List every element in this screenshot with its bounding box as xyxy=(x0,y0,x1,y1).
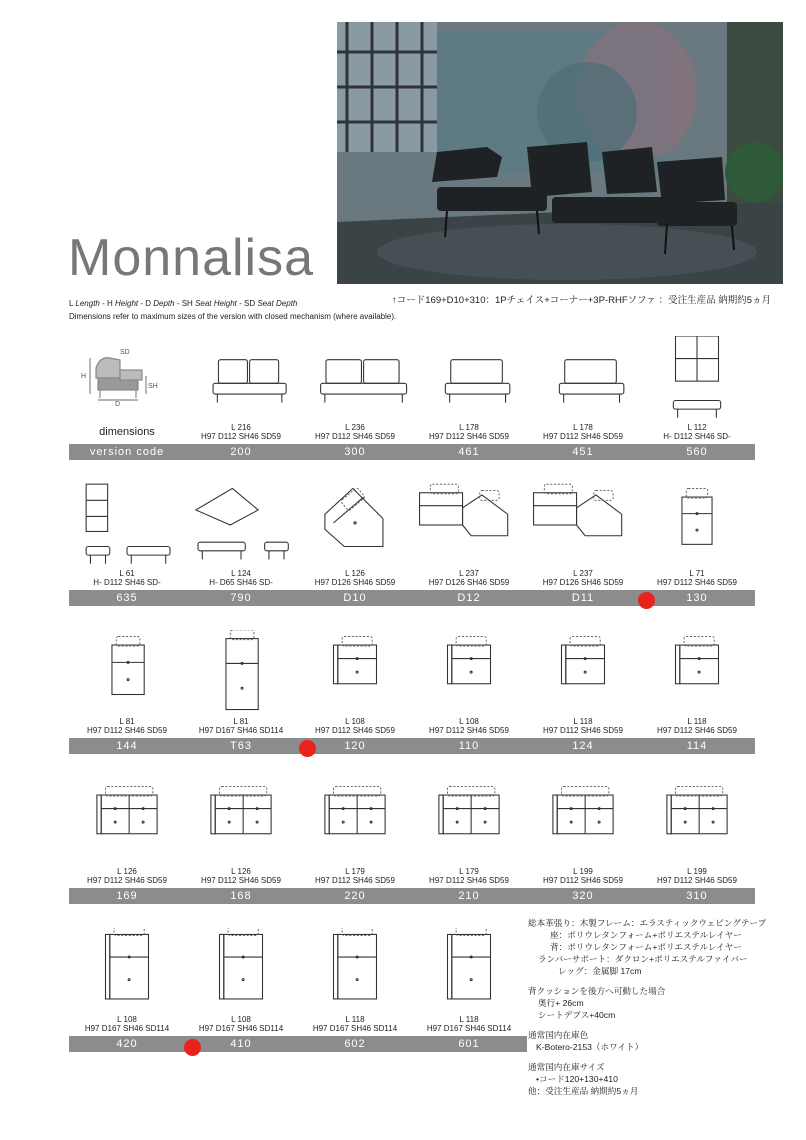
spec-notes xyxy=(528,917,766,1097)
spec-line: 通常国内在庫色 xyxy=(528,1030,589,1040)
page-title: Monnalisa xyxy=(68,229,315,287)
highlight-marker xyxy=(299,740,316,757)
module-length: L 108 xyxy=(231,1015,251,1024)
module-dimensions: H97 D112 SH46 SD59 xyxy=(657,578,737,587)
sofa-1seat-left-icon xyxy=(411,336,527,422)
module-dimensions: H97 D112 SH46 SD59 xyxy=(543,726,623,735)
module-length: L 124 xyxy=(231,569,251,578)
spec-gap xyxy=(528,1021,766,1029)
version-code: 602 xyxy=(297,1036,413,1052)
d-label: D xyxy=(115,401,121,408)
module-length: L 199 xyxy=(573,867,593,876)
2seat-310-icon xyxy=(639,780,755,866)
version-code: 168 xyxy=(183,888,299,904)
spec-line: レッグ：金属脚 17cm xyxy=(558,966,642,976)
version-code: 300 xyxy=(297,444,413,460)
spec-line: 他：受注生産品 納期約5ヵ月 xyxy=(528,1086,639,1096)
spec-line: K-Botero-2153（ホワイト） xyxy=(536,1042,644,1052)
module-dimensions: H97 D112 SH46 SD59 xyxy=(543,876,623,885)
chaise-420-icon xyxy=(69,928,185,1014)
version-code: 169 xyxy=(69,888,185,904)
version-code: 320 xyxy=(525,888,641,904)
2seat-210-icon xyxy=(411,780,527,866)
module-dimensions: H- D112 SH46 SD- xyxy=(663,432,731,441)
version-code: 110 xyxy=(411,738,527,754)
module-length: L 118 xyxy=(345,1015,365,1024)
version-code: 130 xyxy=(639,590,755,606)
module-dimensions: H97 D112 SH46 SD59 xyxy=(315,432,395,441)
module-length: L 237 xyxy=(459,569,479,578)
module-length: L 179 xyxy=(345,867,365,876)
module-dimensions: H97 D112 SH46 SD59 xyxy=(201,876,281,885)
ottoman-square-icon xyxy=(639,336,755,422)
corner-d11-icon xyxy=(525,482,641,568)
version-code: 560 xyxy=(639,444,755,460)
h-label: H xyxy=(81,373,87,380)
module-dimensions: H97 D167 SH46 SD114 xyxy=(84,1024,170,1033)
1seat-arm-110-icon xyxy=(411,630,527,716)
module-dimensions: H97 D167 SH46 SD114 xyxy=(198,1024,284,1033)
module-length: L 216 xyxy=(231,423,251,432)
highlight-marker xyxy=(638,592,655,609)
version-code: 120 xyxy=(297,738,413,754)
version-code: 420 xyxy=(69,1036,185,1052)
version-code: 635 xyxy=(69,590,185,606)
sofa-3seat-icon xyxy=(183,336,299,422)
2seat-169-icon xyxy=(69,780,185,866)
version-code: 451 xyxy=(525,444,641,460)
version-code: 210 xyxy=(411,888,527,904)
version-code: 461 xyxy=(411,444,527,460)
1seat-arm-120-icon xyxy=(297,630,413,716)
spec-line: ランバーサポート：ダクロン+ポリエステルファイバー xyxy=(538,954,748,964)
spec-line: 奥行+ 26cm xyxy=(538,998,584,1008)
dimension-legend: L Length - H Height - D Depth - SH Seat Height - SD Seat Depth xyxy=(69,299,298,308)
corner-d12-icon xyxy=(411,482,527,568)
module-dimensions: H97 D126 SH46 SD59 xyxy=(542,578,624,587)
module-dimensions: H- D112 SH46 SD- xyxy=(93,578,161,587)
module-dimensions: H97 D126 SH46 SD59 xyxy=(428,578,510,587)
module-dimensions: H97 D112 SH46 SD59 xyxy=(87,726,167,735)
spec-gap xyxy=(528,977,766,985)
dimensions-header: dimensions xyxy=(99,426,155,438)
module-length: L 178 xyxy=(573,423,593,432)
module-length: L 126 xyxy=(231,867,251,876)
module-length: L 108 xyxy=(117,1015,137,1024)
module-length: L 236 xyxy=(345,423,365,432)
product-photo xyxy=(337,22,783,284)
ottoman-long-icon xyxy=(69,482,185,568)
sofa-1seat-right-icon xyxy=(525,336,641,422)
module-dimensions: H- D65 SH46 SD- xyxy=(209,578,273,587)
module-length: L 126 xyxy=(345,569,365,578)
spec-gap xyxy=(528,1053,766,1061)
module-dimensions: H97 D112 SH46 SD59 xyxy=(429,726,509,735)
2seat-220-icon xyxy=(297,780,413,866)
module-length: L 108 xyxy=(459,717,479,726)
chaise-602-icon xyxy=(297,928,413,1014)
2seat-320-icon xyxy=(525,780,641,866)
sd-label: SD xyxy=(120,349,130,356)
module-length: L 108 xyxy=(345,717,365,726)
version-code: D12 xyxy=(411,590,527,606)
module-length: L 112 xyxy=(687,423,707,432)
module-length: L 179 xyxy=(459,867,479,876)
chaise-144-icon xyxy=(69,630,185,716)
module-dimensions: H97 D112 SH46 SD59 xyxy=(201,432,281,441)
version-code: 220 xyxy=(297,888,413,904)
module-dimensions: H97 D167 SH46 SD114 xyxy=(426,1024,512,1033)
dimension-note: Dimensions refer to maximum sizes of the version with closed mechanism (where available). xyxy=(69,312,397,321)
module-dimensions: H97 D167 SH46 SD114 xyxy=(312,1024,398,1033)
spec-line: 背クッションを後方へ可動した場合 xyxy=(528,986,666,996)
chaise-t63-icon xyxy=(183,630,299,716)
version-code: 200 xyxy=(183,444,299,460)
armless-1seat-icon xyxy=(639,482,755,568)
module-length: L 118 xyxy=(459,1015,479,1024)
version-code-header: version code xyxy=(69,444,185,460)
module-length: L 126 xyxy=(117,867,137,876)
module-length: L 199 xyxy=(687,867,707,876)
spec-line: 背：ポリウレタンフォーム+ポリエステルレイヤー xyxy=(550,942,742,952)
1seat-arm-124-icon xyxy=(525,630,641,716)
spec-line: 総本革張り：木製フレーム：エラスティックウェビングテープ xyxy=(528,918,767,928)
module-length: L 81 xyxy=(119,717,135,726)
spec-line: シートデプス+40cm xyxy=(538,1010,616,1020)
module-length: L 71 xyxy=(689,569,705,578)
module-dimensions: H97 D112 SH46 SD59 xyxy=(543,432,623,441)
module-dimensions: H97 D112 SH46 SD59 xyxy=(657,876,737,885)
module-length: L 81 xyxy=(233,717,249,726)
version-code: 144 xyxy=(69,738,185,754)
spec-line: 通常国内在庫サイズ xyxy=(528,1062,605,1072)
module-dimensions: H97 D112 SH46 SD59 xyxy=(429,432,509,441)
sh-label: SH xyxy=(148,383,158,390)
module-length: L 61 xyxy=(119,569,135,578)
1seat-arm-114-icon xyxy=(639,630,755,716)
2seat-168-icon xyxy=(183,780,299,866)
chaise-410-icon xyxy=(183,928,299,1014)
module-length: L 178 xyxy=(459,423,479,432)
spec-line: 座：ポリウレタンフォーム+ポリエステルレイヤー xyxy=(550,930,742,940)
highlight-marker xyxy=(184,1039,201,1056)
version-code: T63 xyxy=(183,738,299,754)
spec-line: •コード120+130+410 xyxy=(536,1074,618,1084)
module-length: L 237 xyxy=(573,569,593,578)
dimension-diagram-icon xyxy=(78,348,168,408)
photo-caption: ↑コード169+D10+310：1Pチェイス+コーナー+3P-RHFソファ ：受注生産品 納期約5ヵ月 xyxy=(392,295,771,306)
chaise-601-icon xyxy=(411,928,527,1014)
module-dimensions: H97 D112 SH46 SD59 xyxy=(315,876,395,885)
ottoman-corner-icon xyxy=(183,482,299,568)
version-code: D11 xyxy=(525,590,641,606)
module-dimensions: H97 D112 SH46 SD59 xyxy=(315,726,395,735)
module-dimensions: H97 D126 SH46 SD59 xyxy=(314,578,396,587)
version-code: 601 xyxy=(411,1036,527,1052)
module-dimensions: H97 D112 SH46 SD59 xyxy=(429,876,509,885)
module-dimensions: H97 D112 SH46 SD59 xyxy=(657,726,737,735)
version-code: 410 xyxy=(183,1036,299,1052)
module-dimensions: H97 D167 SH46 SD114 xyxy=(198,726,284,735)
version-code: 310 xyxy=(639,888,755,904)
module-length: L 118 xyxy=(687,717,707,726)
version-code: D10 xyxy=(297,590,413,606)
version-code: 124 xyxy=(525,738,641,754)
module-length: L 118 xyxy=(573,717,593,726)
sofa-3seat-large-icon xyxy=(297,336,413,422)
module-dimensions: H97 D112 SH46 SD59 xyxy=(87,876,167,885)
version-code: 114 xyxy=(639,738,755,754)
version-code: 790 xyxy=(183,590,299,606)
corner-d10-icon xyxy=(297,482,413,568)
